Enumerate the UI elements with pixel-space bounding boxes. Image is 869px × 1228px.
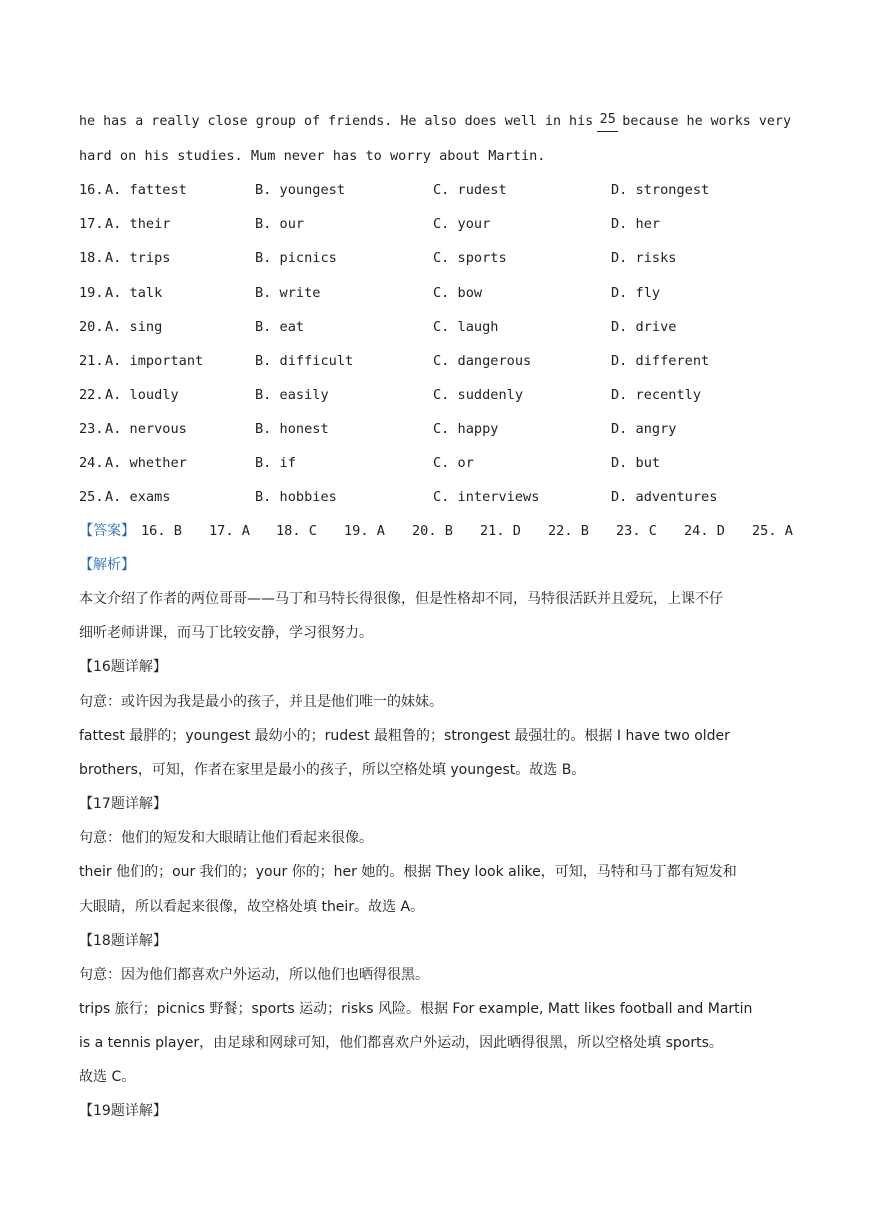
question-row-20: [79, 317, 799, 337]
option-d: D. fly: [611, 285, 661, 301]
q18-explanation-line-1: trips 旅行；picnics 野餐；sports 运动；risks 风险。根据 For example, Matt likes football and Martin: [79, 1001, 753, 1017]
q17-heading: 【17题详解】: [79, 796, 167, 812]
passage-line-2: hard on his studies. Mum never has to worry about Martin.: [79, 148, 546, 164]
option-d: D. her: [611, 216, 661, 232]
question-number: 16.: [79, 182, 104, 198]
answer-item: 25. A: [752, 523, 793, 539]
answer-item: 24. D: [684, 523, 725, 539]
option-c: C. interviews: [433, 489, 540, 505]
answer-item: 22. B: [548, 523, 589, 539]
question-number: 18.: [79, 250, 104, 266]
option-a: A. nervous: [105, 421, 187, 437]
option-c: C. your: [433, 216, 491, 232]
option-b: B. hobbies: [255, 489, 337, 505]
passage-text-before-blank: he has a really close group of friends. He also does well in his: [79, 114, 594, 129]
answer-item: 23. C: [616, 523, 657, 539]
analysis-summary-line-1: 本文介绍了作者的两位哥哥——马丁和马特长得很像，但是性格却不同，马特很活跃并且爱玩，上课不仔: [79, 591, 723, 607]
option-b: B. our: [255, 216, 305, 232]
question-row-25: [79, 487, 799, 507]
q18-explanation-line-2: is a tennis player，由足球和网球可知，他们都喜欢户外运动，因此晒得很黑，所以空格处填 sports。: [79, 1035, 723, 1051]
option-c: C. happy: [433, 421, 499, 437]
option-c: C. laugh: [433, 319, 499, 335]
q17-meaning: 句意：他们的短发和大眼睛让他们看起来很像。: [79, 830, 373, 846]
option-d: D. drive: [611, 319, 677, 335]
q16-explanation-line-2: brothers，可知，作者在家里是最小的孩子，所以空格处填 youngest。故选 B。: [79, 762, 586, 778]
answer-label: 【答案】: [79, 523, 135, 539]
question-number: 23.: [79, 421, 104, 437]
answer-item: 18. C: [276, 523, 317, 539]
option-c: C. suddenly: [433, 387, 524, 403]
passage-text-after-blank: because he works very: [622, 114, 791, 129]
analysis-label: 【解析】: [79, 557, 135, 573]
option-b: B. difficult: [255, 353, 354, 369]
q16-meaning: 句意：或许因为我是最小的孩子，并且是他们唯一的妹妹。: [79, 694, 443, 710]
option-b: B. if: [255, 455, 296, 471]
question-row-22: [79, 385, 799, 405]
question-row-23: [79, 419, 799, 439]
blank-25: 25: [597, 112, 618, 132]
option-a: A. important: [105, 353, 204, 369]
option-d: D. recently: [611, 387, 702, 403]
option-a: A. fattest: [105, 182, 187, 198]
option-c: C. sports: [433, 250, 507, 266]
option-a: A. trips: [105, 250, 171, 266]
option-d: D. different: [611, 353, 710, 369]
question-row-17: [79, 214, 799, 234]
answer-item: 16. B: [141, 523, 182, 539]
question-row-24: [79, 453, 799, 473]
q17-explanation-line-2: 大眼睛，所以看起来很像，故空格处填 their。故选 A。: [79, 899, 425, 915]
question-number: 25.: [79, 489, 104, 505]
q18-explanation-line-3: 故选 C。: [79, 1069, 136, 1085]
question-number: 22.: [79, 387, 104, 403]
option-c: C. bow: [433, 285, 483, 301]
question-row-16: [79, 180, 799, 200]
question-number: 19.: [79, 285, 104, 301]
option-a: A. talk: [105, 285, 163, 301]
option-c: C. dangerous: [433, 353, 532, 369]
option-d: D. angry: [611, 421, 677, 437]
option-d: D. risks: [611, 250, 677, 266]
q16-heading: 【16题详解】: [79, 659, 167, 675]
option-b: B. write: [255, 285, 321, 301]
answer-item: 20. B: [412, 523, 453, 539]
option-a: A. loudly: [105, 387, 179, 403]
option-b: B. easily: [255, 387, 329, 403]
option-b: B. eat: [255, 319, 305, 335]
option-d: D. adventures: [611, 489, 718, 505]
question-number: 20.: [79, 319, 104, 335]
q18-heading: 【18题详解】: [79, 933, 167, 949]
option-d: D. strongest: [611, 182, 710, 198]
option-b: B. picnics: [255, 250, 337, 266]
option-a: A. sing: [105, 319, 163, 335]
answer-item: 17. A: [209, 523, 250, 539]
option-c: C. or: [433, 455, 474, 471]
question-row-21: [79, 351, 799, 371]
option-a: A. exams: [105, 489, 171, 505]
option-b: B. honest: [255, 421, 329, 437]
analysis-summary-line-2: 细听老师讲课，而马丁比较安静，学习很努力。: [79, 625, 373, 641]
option-d: D. but: [611, 455, 661, 471]
option-a: A. whether: [105, 455, 187, 471]
option-b: B. youngest: [255, 182, 346, 198]
q18-meaning: 句意：因为他们都喜欢户外运动，所以他们也晒得很黑。: [79, 967, 429, 983]
option-a: A. their: [105, 216, 171, 232]
option-c: C. rudest: [433, 182, 507, 198]
q17-explanation-line-1: their 他们的；our 我们的；your 你的；her 她的。根据 They look alike，可知，马特和马丁都有短发和: [79, 864, 737, 880]
question-row-19: [79, 283, 799, 303]
q19-heading: 【19题详解】: [79, 1103, 167, 1119]
question-number: 24.: [79, 455, 104, 471]
question-row-18: [79, 248, 799, 268]
question-number: 17.: [79, 216, 104, 232]
passage-line-1: [79, 112, 791, 132]
q16-explanation-line-1: fattest 最胖的；youngest 最幼小的；rudest 最粗鲁的；strongest 最强壮的。根据 I have two older: [79, 728, 730, 744]
question-number: 21.: [79, 353, 104, 369]
answer-item: 21. D: [480, 523, 521, 539]
answer-item: 19. A: [344, 523, 385, 539]
answer-key: [79, 521, 791, 541]
